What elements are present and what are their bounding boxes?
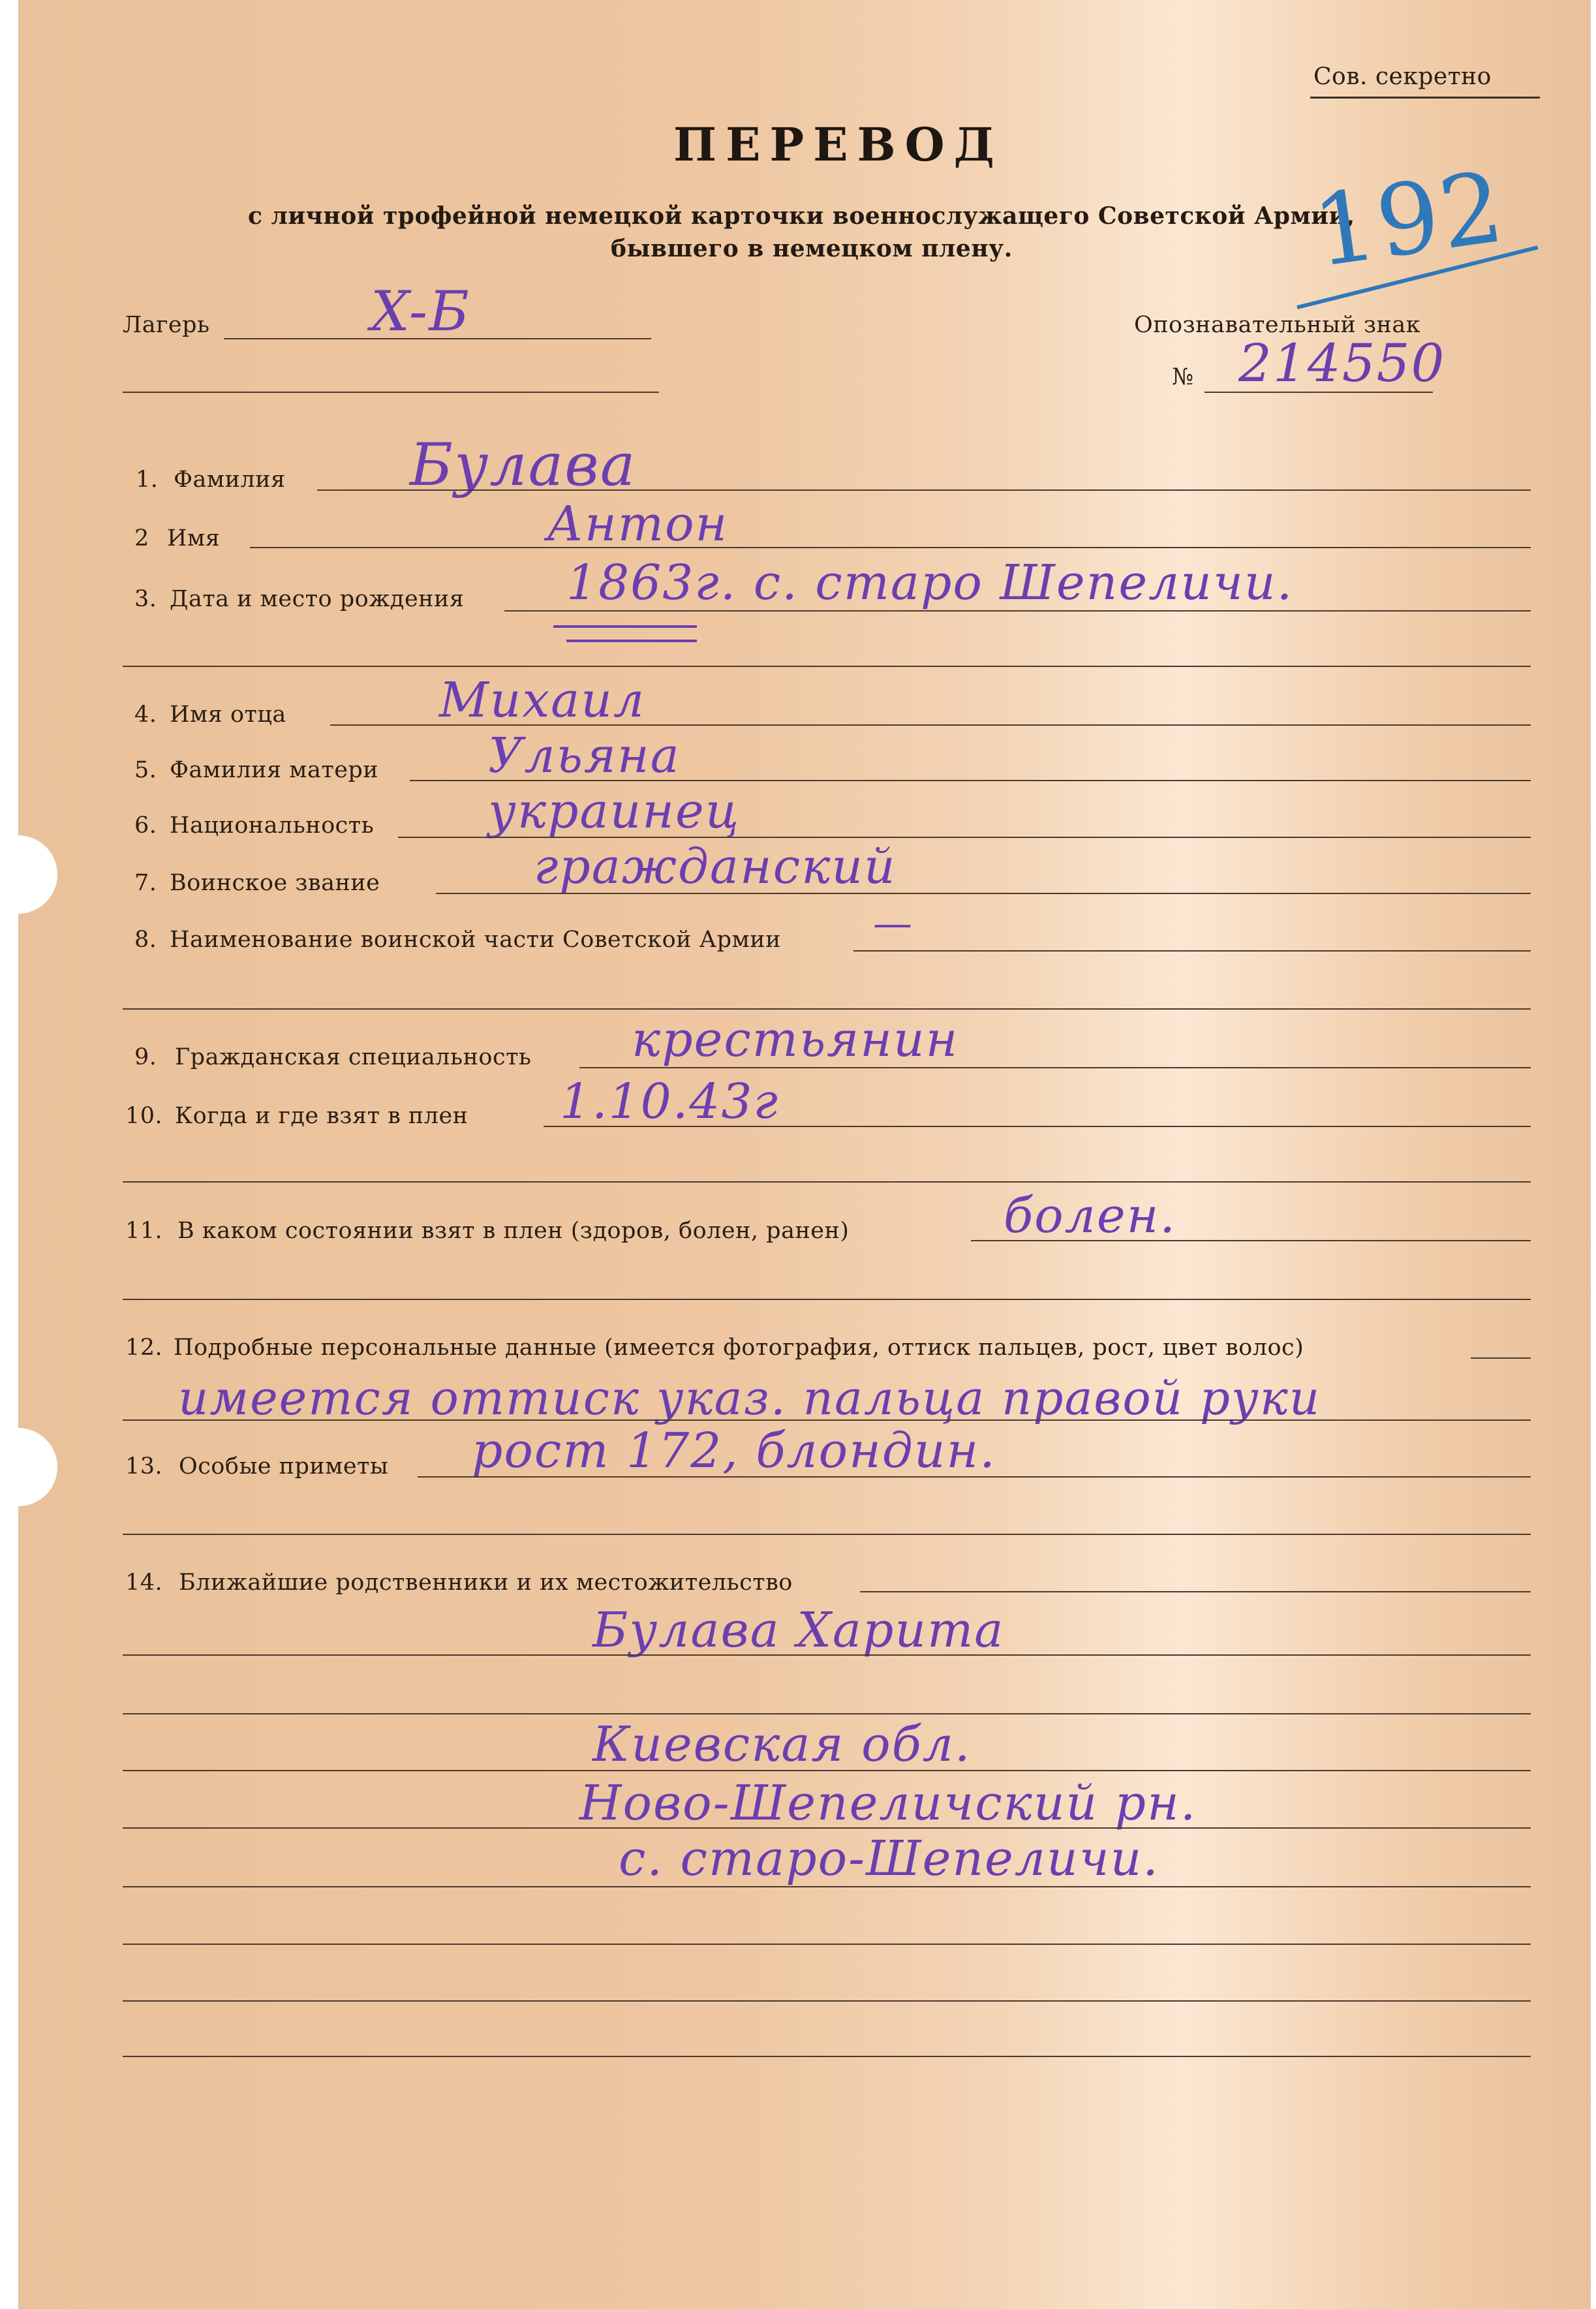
field-8-label: Наименование воинской части Советской Армии <box>170 927 781 953</box>
field-11-value: болен. <box>1004 1188 1176 1244</box>
relatives-line-8 <box>123 2056 1531 2057</box>
field-14-label: Ближайшие родственники и их местожительство <box>179 1570 793 1596</box>
field-11-line-2 <box>123 1299 1531 1300</box>
field-9-line <box>579 1067 1531 1068</box>
field-10-number: 10. <box>125 1103 163 1129</box>
document-title: ПЕРЕВОД <box>673 117 1004 172</box>
field-3-line-2 <box>123 666 1531 667</box>
field-8-value: — <box>873 901 913 946</box>
field-3-line <box>504 610 1531 612</box>
relatives-line-4 <box>123 1827 1531 1829</box>
classification-underline <box>1310 97 1540 99</box>
archive-number: 192 <box>1306 150 1511 290</box>
classification-mark: Сов. секретно <box>1313 63 1492 90</box>
field-5-label: Фамилия матери <box>170 757 379 783</box>
relative-address-line1: Киевская обл. <box>592 1716 972 1773</box>
field-3-value: 1863г. с. старо Шепеличи. <box>566 555 1294 611</box>
document-subtitle-line1: с личной трофейной немецкой карточки военнослужащего Советской Армии, <box>248 202 1355 230</box>
field-7-line <box>436 893 1531 894</box>
field-5-value: Ульяна <box>488 728 681 784</box>
document-sheet <box>18 0 1591 2309</box>
relatives-line-7 <box>123 2000 1531 2002</box>
field-11-label: В каком состоянии взят в плен (здоров, болен, ранен) <box>177 1218 850 1244</box>
field-3-underline-b <box>566 640 697 642</box>
field-6-label: Национальность <box>170 813 375 839</box>
field-5-number: 5. <box>134 757 157 783</box>
relative-address-line3: с. старо-Шепеличи. <box>619 1831 1159 1887</box>
field-12-value: имеется оттиск указ. пальца правой руки <box>178 1371 1321 1425</box>
field-8-number: 8. <box>134 927 157 953</box>
field-13-number: 13. <box>125 1453 163 1480</box>
id-tag-value: 214550 <box>1238 333 1446 394</box>
field-2-label: Имя <box>167 525 221 551</box>
relative-address-line2: Ново-Шепеличский рн. <box>579 1775 1197 1831</box>
field-11-line <box>971 1240 1531 1241</box>
field-6-value: украинец <box>488 783 741 839</box>
field-10-line <box>544 1126 1531 1127</box>
field-13-line-2 <box>123 1534 1531 1535</box>
field-7-number: 7. <box>134 870 157 896</box>
field-12-line <box>1471 1357 1531 1359</box>
camp-value: X-Б <box>371 279 470 343</box>
field-8-line-2 <box>123 1008 1531 1010</box>
field-9-number: 9. <box>134 1044 157 1070</box>
relatives-line-6 <box>123 1944 1531 1945</box>
field-2-number: 2 <box>134 525 149 551</box>
id-tag-line <box>1205 392 1433 393</box>
field-7-label: Воинское звание <box>170 870 380 896</box>
field-12-line-2 <box>123 1419 1531 1421</box>
field-1-number: 1. <box>136 467 159 493</box>
field-11-number: 11. <box>125 1218 163 1244</box>
field-4-number: 4. <box>134 702 157 728</box>
field-13-value: рост 172, блондин. <box>472 1423 996 1479</box>
field-3-number: 3. <box>134 586 157 612</box>
id-tag-number-prefix: № <box>1172 364 1194 390</box>
field-12-number: 12. <box>125 1335 163 1361</box>
id-tag-label: Опознавательный знак <box>1134 312 1421 338</box>
field-8-line <box>853 950 1531 952</box>
field-4-label: Имя отца <box>170 702 286 728</box>
relatives-line-2 <box>123 1713 1531 1714</box>
punch-hole-lower <box>18 1428 57 1506</box>
camp-line <box>224 338 651 339</box>
field-3-underline-a <box>553 625 697 628</box>
field-1-label: Фамилия <box>174 467 286 493</box>
field-3-label: Дата и место рождения <box>170 586 465 612</box>
field-10-line-2 <box>123 1181 1531 1183</box>
field-4-line <box>330 724 1531 726</box>
punch-hole-upper <box>18 835 57 914</box>
field-4-value: Михаил <box>439 672 646 728</box>
document-subtitle-line2: бывшего в немецком плену. <box>611 235 1013 262</box>
relatives-line-3 <box>123 1770 1531 1771</box>
field-2-value: Антон <box>547 496 729 552</box>
field-6-number: 6. <box>134 813 157 839</box>
field-14-line <box>860 1591 1531 1592</box>
field-10-value: 1.10.43г <box>560 1074 779 1130</box>
relative-name: Булава Харита <box>592 1602 1005 1658</box>
relatives-line-1 <box>123 1654 1531 1656</box>
field-13-line <box>418 1476 1531 1478</box>
field-10-label: Когда и где взят в плен <box>175 1103 468 1129</box>
field-2-line <box>250 547 1531 548</box>
field-9-label: Гражданская специальность <box>175 1044 532 1070</box>
field-13-label: Особые приметы <box>179 1453 389 1480</box>
relatives-line-5 <box>123 1886 1531 1887</box>
field-1-line <box>317 489 1531 491</box>
camp-label: Лагерь <box>123 312 210 338</box>
field-14-number: 14. <box>125 1570 163 1596</box>
field-1-value: Булава <box>410 431 637 499</box>
field-5-line <box>410 780 1531 781</box>
field-9-value: крестьянин <box>632 1012 959 1068</box>
field-6-line <box>398 837 1531 838</box>
field-7-value: гражданский <box>534 839 897 895</box>
field-12-label: Подробные персональные данные (имеется фотография, оттиск пальцев, рост, цвет волос) <box>174 1335 1304 1361</box>
camp-line-2 <box>123 392 659 393</box>
